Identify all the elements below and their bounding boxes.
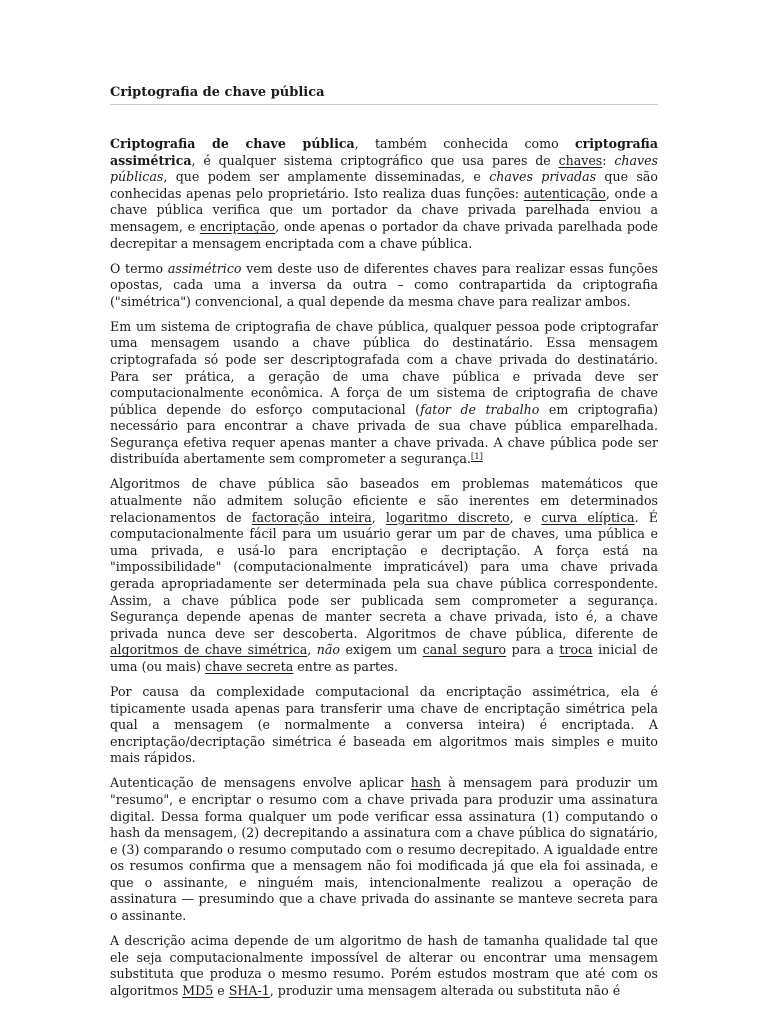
text: , é qualquer sistema criptográfico que usa pares de [191, 152, 559, 168]
document-body [110, 136, 658, 1008]
page-header [110, 84, 658, 105]
paragraph-5: Por causa da complexidade computacional da encriptação assimétrica, ela é tipicamente usada apenas para transferir uma chave de encriptação simétrica pela qual a mensagem (e normalmente a conversa inteira) é encriptada. A encriptação/decriptação simétrica é baseada em algoritmos mais simples e muito mais rápidos. [110, 683, 658, 766]
link-md5[interactable]: MD5 [182, 982, 214, 998]
link-troca[interactable]: troca [559, 642, 593, 658]
text: , onde a chave pública verifica que um portador da chave privada parelhada enviou a mensagem, e [110, 185, 659, 234]
link-factoracao-inteira[interactable]: factoração inteira [251, 509, 372, 525]
link-chave-secreta[interactable]: chave secreta [205, 658, 294, 674]
text: , e [509, 509, 542, 525]
text: , onde apenas o portador da chave privada parelhada pode decrepitar a mensagem encriptada com a chave pública. [110, 218, 658, 251]
text: Em um sistema de criptografia de chave pública, qualquer pessoa pode criptografar uma mensagem usando a chave pública do destinatário. Essa mensagem criptografada só pode ser descriptografada com a chave privada do destinatário. Para ser prática, a geração de uma chave pública e privada deve ser computacionalmente econômica. A força de um sistema de criptografia de chave pública depende do esforço computacional ( [110, 318, 658, 417]
text: entre as partes. [293, 658, 398, 674]
text: que são conhecidas apenas pelo proprietário. Isto realiza duas funções: [110, 169, 658, 201]
paragraph-1 [110, 136, 658, 252]
link-hash[interactable]: hash [410, 775, 441, 791]
text: exigem um [339, 642, 423, 658]
term-italic: assimétrico [167, 260, 242, 276]
link-logaritmo-discreto[interactable]: logaritmo discreto [385, 509, 510, 525]
text: Algoritmos de chave pública são baseados em problemas matemáticos que atualmente não admitem solução eficiente e são inerentes em determinados relacionamentos de [110, 476, 658, 525]
text: vem deste uso de diferentes chaves para realizar essas funções opostas, cada uma a inversa da outra – como contrapartida da criptografia ("simétrica") convencional, a qual depende da mesma chave para realizar ambos. [110, 260, 659, 309]
paragraph-6 [110, 775, 658, 924]
term-italic: fator de trabalho [420, 401, 540, 417]
link-algoritmos-chave-simetrica[interactable]: algoritmos de chave simétrica [110, 642, 308, 658]
text: e [213, 982, 229, 998]
paragraph-3 [110, 319, 658, 468]
term-bold: criptografia assimétrica [110, 136, 658, 168]
term-bold: Criptografia de chave pública [110, 136, 355, 151]
text: para a [506, 642, 560, 658]
link-autenticacao[interactable]: autenticação [523, 185, 606, 201]
text: O termo [110, 260, 168, 276]
paragraph-2 [110, 261, 658, 311]
link-curva-eliptica[interactable]: curva elíptica [541, 509, 635, 525]
text: à mensagem para produzir um "resumo", e encriptar o resumo com a chave privada para produzir uma assinatura digital. Dessa forma qualquer um pode verificar essa assinatura (1) computando o hash da mensagem, (2) decrepitando a assinatura com a chave pública do signatário, e (3) comparando o resumo computado com o resumo decrepitado. A igualdade entre os resumos confirma que a mensagem não foi modificada já que ela foi assinada, e que o assinante, e ninguém mais, intencionalmente realizou a operação de assinatura — presumindo que a chave privada do assinante se manteve secreta para o assinante. [110, 775, 658, 924]
text: , produzir uma mensagem alterada ou substituta não é [269, 982, 621, 998]
text: A descrição acima depende de um algoritmo de hash de tamanha qualidade tal que ele seja computacionalmente impossível de alterar ou encontrar uma mensagem substituta que produza o mesmo resumo. Porém estudos mostram que até com os algoritmos [110, 933, 658, 998]
text: em criptografia) necessário para encontrar a chave privada de sua chave pública emparelhada. Segurança efetiva requer apenas manter a chave privada. A chave pública pode ser distribuída abertamente sem comprometer a segurança. [110, 401, 659, 467]
text: . É computacionalmente fácil para um usuário gerar um par de chaves, uma pública e uma privada, e usá-lo para encriptação e decriptação. A força está na "impossibilidade" (computacionalmente impraticável) para uma chave privada gerada apropriadamente ser determinada pela sua chave pública correspondente. Assim, a chave pública pode ser publicada sem comprometer a segurança. Segurança depende apenas de manter secreta a chave privada, isto é, a chave privada nunca deve ser descoberta. Algoritmos de chave pública, diferente de [110, 509, 658, 641]
link-encriptacao[interactable]: encriptação [199, 218, 276, 234]
term-italic: chaves públicas [110, 152, 659, 185]
text: , também conhecida como [354, 136, 575, 151]
text: inicial de uma (ou mais) [110, 642, 658, 674]
text: , [371, 509, 386, 525]
paragraph-7 [110, 933, 658, 999]
link-sha-1[interactable]: SHA-1 [228, 982, 270, 998]
link-canal-seguro[interactable]: canal seguro [422, 642, 507, 658]
text: , que podem ser amplamente disseminadas, e [163, 169, 490, 185]
reference-link[interactable]: [1] [470, 452, 483, 463]
paragraph-4 [110, 476, 658, 675]
term-italic: chaves privadas [489, 169, 597, 185]
text: : [602, 152, 615, 168]
link-chaves[interactable]: chaves [558, 152, 603, 168]
text: Autenticação de mensagens envolve aplicar [110, 775, 411, 791]
page-title: Criptografia de chave pública [110, 85, 325, 100]
text: , [307, 642, 317, 658]
term-italic: não [316, 642, 340, 658]
